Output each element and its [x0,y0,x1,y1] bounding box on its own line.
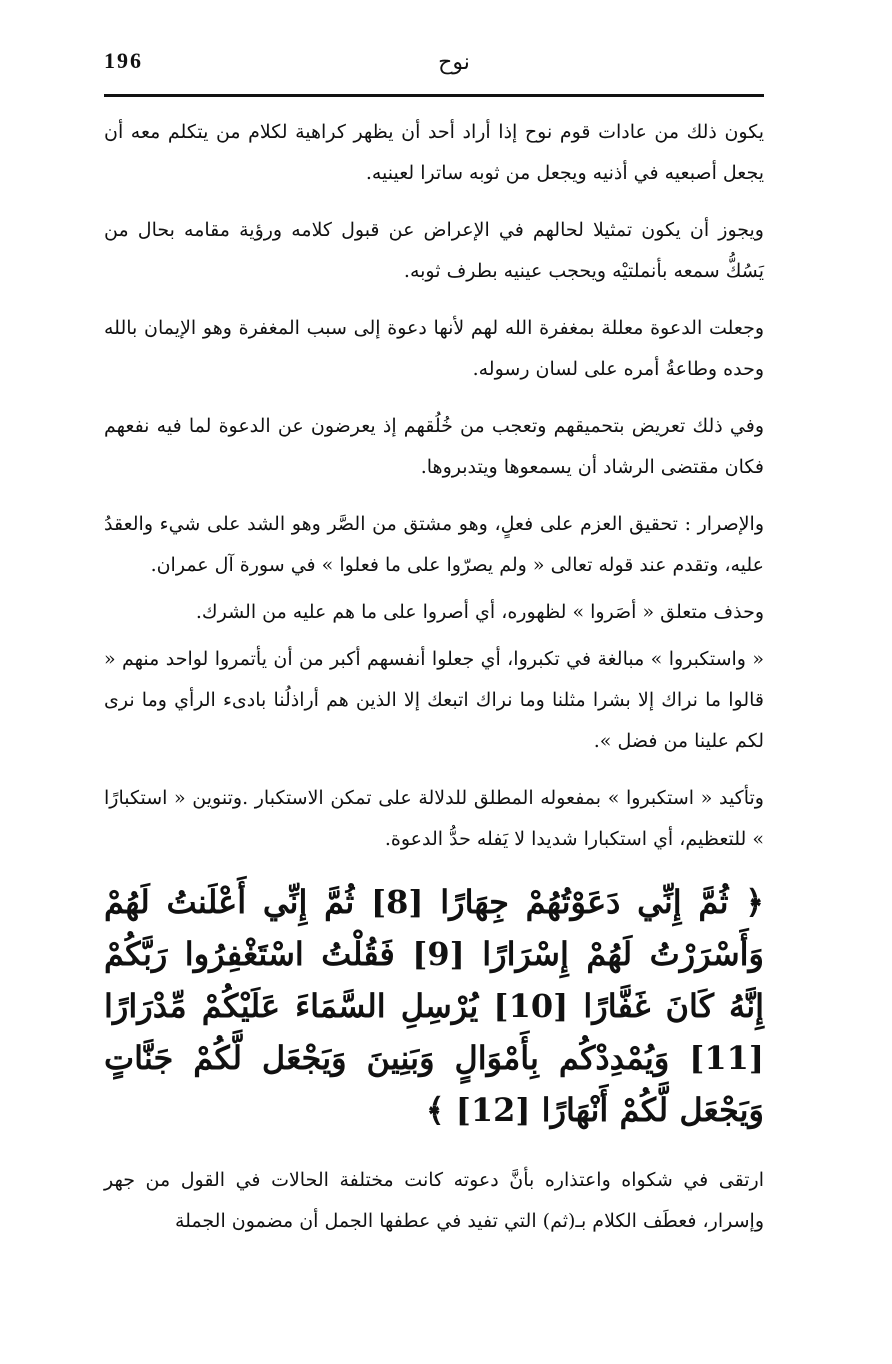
paragraph: وجعلت الدعوة معللة بمغفرة الله لهم لأنها دعوة إلى سبب المغفرة وهو الإيمان بالله وحده وطاعةُ أمره على لسان رسوله. [104,317,764,380]
paragraph: ويجوز أن يكون تمثيلا لحالهم في الإعراض عن قبول كلامه ورؤية مقامه بحال من يَسُكُّ سمعه بأنملتيْه ويحجب عينيه بطرف ثوبه. [104,219,764,282]
running-title: نوح [438,50,470,75]
page-header [104,48,764,88]
paragraph: ارتقى في شكواه واعتذاره بأنَّ دعوته كانت مختلفة الحالات في القول من جهر وإسرار، فعطَف الكلام بـ(ثم) التي تفيد في عطفها الجمل أن مضمون الجملة [104,1169,764,1232]
paragraph: وفي ذلك تعريض بتحميقهم وتعجب من خُلُقهم إذ يعرضون عن الدعوة لما فيه نفعهم فكان مقتضى الرشاد أن يسمعوها ويتدبروها. [104,415,764,478]
paragraph: يكون ذلك من عادات قوم نوح إذا أراد أحد أن يظهر كراهية لكلام من يتكلم معه أن يجعل أصبعيه في أذنيه ويجعل من ثوبه ساترا لعينيه. [104,121,764,184]
header-rule [104,94,764,97]
paragraph: والإصرار : تحقيق العزم على فعلٍ، وهو مشتق من الصَّر وهو الشد على شيء والعقدُ عليه، وتقدم عند قوله تعالى « ولم يصرّوا على ما فعلوا » في سورة آل عمران. [104,513,764,576]
paragraph: « واستكبروا » مبالغة في تكبروا، أي جعلوا أنفسهم أكبر من أن يأتمروا لواحد منهم « قالوا ما نراك إلا بشرا مثلنا وما نراك اتبعك إلا الذين هم أراذلُنا بادىء الرأي وما نرى لكم علينا من فضل ». [104,648,764,752]
page-body [104,112,764,1258]
page-number: 196 [104,48,143,73]
paragraph: وحذف متعلق « أصَروا » لظهوره، أي أصروا على ما هم عليه من الشرك. [195,601,764,623]
paragraph: وتأكيد « استكبروا » بمفعوله المطلق للدلالة على تمكن الاستكبار .وتنوين « استكبارًا » للتعظيم، أي استكبارا شديدا لا يَفله حدُّ الدعوة. [104,787,764,850]
quran-verse: ﴿ ثُمَّ إِنِّي دَعَوْتُهُمْ جِهَارًا [8] ثُمَّ إِنِّي أَعْلَنتُ لَهُمْ وَأَسْرَرْتُ لَهُمْ إِسْرَارًا [9] فَقُلْتُ اسْتَغْفِرُوا رَبَّكُمْ إِنَّهُ كَانَ غَفَّارًا [10] يُرْسِلِ السَّمَاءَ عَلَيْكُمْ مِّدْرَارًا [11] وَيُمْدِدْكُم بِأَمْوَالٍ وَبَنِينَ وَيَجْعَل لَّكُمْ جَنَّاتٍ وَيَجْعَل لَّكُمْ أَنْهَارًا [12] ﴾ [104,883,765,1129]
